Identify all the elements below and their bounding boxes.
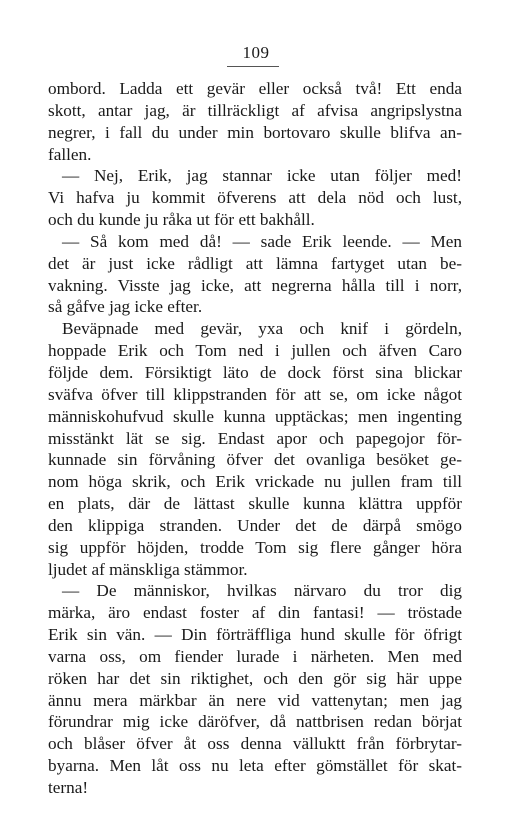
text-line: märka, äro endast foster af din fantasi! — tröstade — [48, 603, 462, 623]
page-number-rule — [227, 66, 279, 67]
text-line: Erik sin vän. — Din förträffliga hund skulle för öfrigt — [48, 625, 462, 645]
text-line: terna! — [48, 778, 89, 797]
text-line: — De människor, hvilkas närvaro du tror dig — [62, 581, 462, 601]
text-line: vakning. Visste jag icke, att negrerna hålla till i norr, — [48, 275, 462, 295]
page-number: 109 — [242, 43, 270, 62]
text-line: den klippiga stranden. Under det de därpå smögo — [48, 515, 462, 535]
text-line: och blåser öfver åt oss denna välluktt från förbrytar- — [48, 734, 462, 754]
text-line: Beväpnade med gevär, yxa och knif i gördeln, — [62, 319, 462, 339]
body-text — [48, 78, 462, 799]
text-line: kunnade sin förvåning öfver det ovanliga besöket ge- — [48, 450, 462, 470]
text-line: sig uppför höjden, trodde Tom sig flere gånger höra — [48, 537, 462, 557]
text-line: negrer, i fall du under min bortovaro skulle blifva an- — [48, 122, 462, 142]
text-line: och du kunde ju råka ut för ett bakhåll. — [48, 210, 315, 230]
text-line: det är just icke rådligt att lämna fartyget utan be- — [48, 253, 462, 273]
text-line: så gåfve jag icke efter. — [48, 297, 203, 317]
text-line: röken har det sin riktighet, och den gör sig här uppe — [48, 668, 462, 688]
text-line: — Nej, Erik, jag stannar icke utan följer med! — [62, 166, 462, 186]
text-line: hoppade Erik och Tom ned i jullen och äfven Caro — [48, 341, 462, 361]
text-line: byarna. Men låt oss nu leta efter gömstället för skat- — [48, 756, 462, 776]
text-line: ljudet af mänskliga stämmor. — [48, 559, 248, 579]
text-line: fallen. — [48, 144, 92, 164]
text-line: ombord. Ladda ett gevär eller också två! Ett enda — [48, 79, 462, 98]
text-line: nom höga skrik, och Erik vrickade nu jullen fram till — [48, 472, 462, 492]
text-line: sväfva öfver till klippstranden för att se, om icke något — [48, 384, 462, 404]
text-line: Vi hafva ju kommit öfverens att dela nöd och lust, — [48, 188, 462, 208]
text-line: människohufvud skulle kunna upptäckas; men ingenting — [48, 406, 462, 426]
text-line: förundrar mig icke däröfver, då nattbrisen redan börjat — [48, 712, 462, 732]
text-line: ännu mera märkbar än nere vid vattenytan; men jag — [48, 690, 462, 710]
text-line: skott, antar jag, är tillräckligt af afvisa angripslystna — [48, 100, 462, 120]
text-line: misstänkt lät se sig. Endast apor och papegojor för- — [48, 428, 462, 448]
text-line: varna oss, om fiender lurade i närheten. Men med — [48, 646, 462, 666]
text-line: följde dem. Försiktigt läto de dock först sina blickar — [48, 362, 462, 382]
text-line: — Så kom med då! — sade Erik leende. — Men — [62, 231, 462, 251]
text-line: en plats, där de lättast skulle kunna klättra uppför — [48, 494, 462, 514]
